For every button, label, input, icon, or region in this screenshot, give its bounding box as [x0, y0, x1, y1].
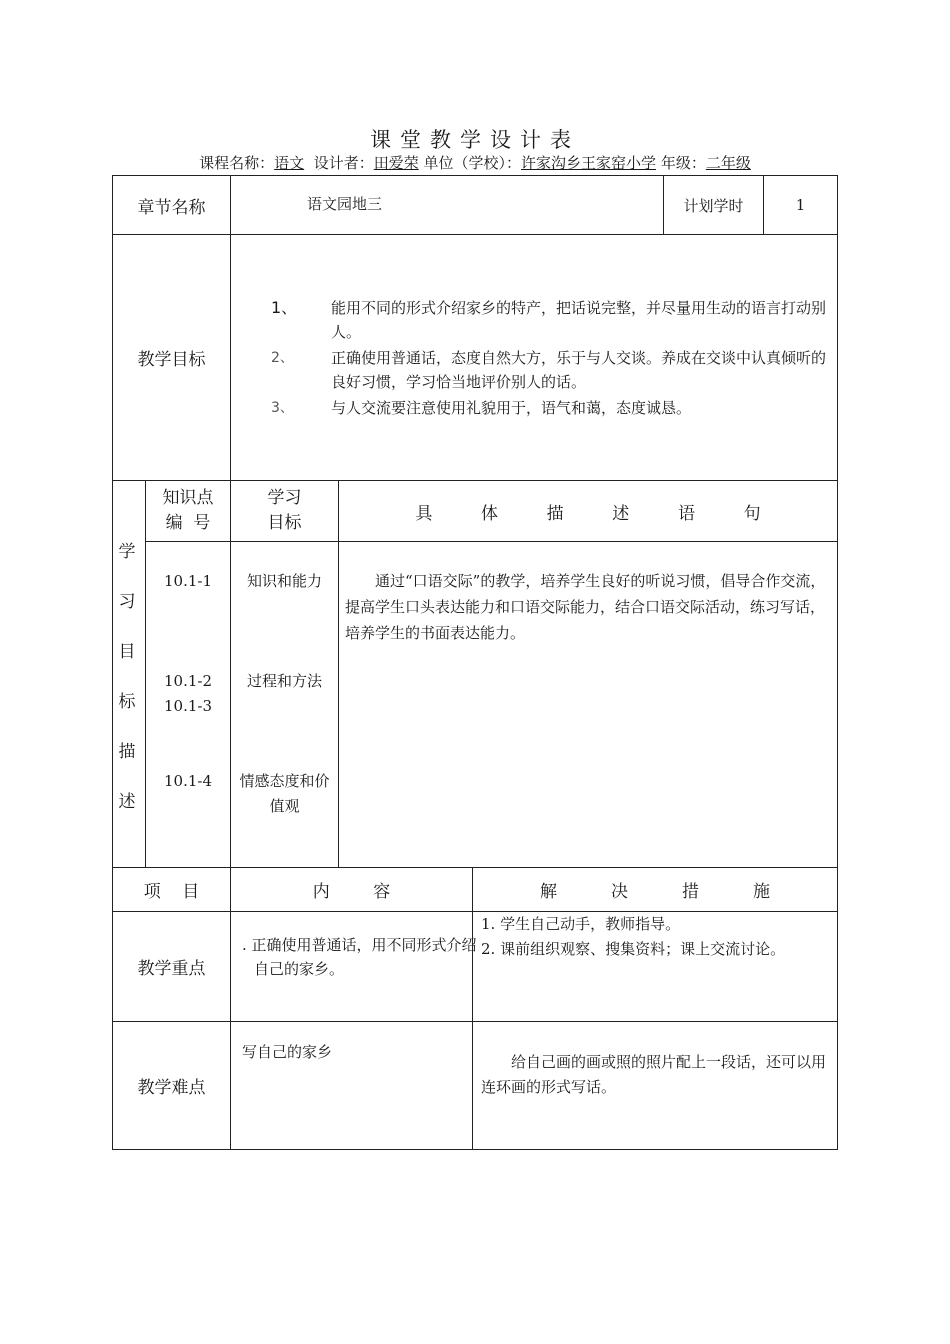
goal-text: 能用不同的形式介绍家乡的特产，把话说完整，并尽量用生动的语言打动别人。 [331, 299, 827, 341]
column-header-code: 知识点 编 号 [162, 488, 214, 533]
hours-value: 1 [795, 196, 806, 214]
grade-label: 年级： [660, 154, 706, 172]
hours-label: 计划学时 [683, 196, 744, 215]
learning-description: 通过“口语交际”的教学，培养学生良好的听说习惯，倡导合作交流，提高学生口头表达能力和口语交际能力，结合口语交际活动，练习写话，培养学生的书面表达能力。 [345, 572, 826, 642]
knowledge-code: 10.1-2 [163, 672, 212, 690]
column-header-content: 内 容 [312, 882, 391, 902]
grade-value: 二年级 [705, 154, 751, 172]
column-header-goal: 学习 目标 [267, 488, 302, 533]
column-header-item: 项 目 [143, 882, 200, 902]
key-point-solution-1: 1. 学生自己动手，教师指导。 [481, 915, 681, 933]
goals-label: 教学目标 [137, 350, 206, 370]
column-header-description: 具 体 描 述 语 句 [415, 503, 761, 524]
goal-number: 1、 [271, 298, 298, 317]
unit-value: 许家沟乡王家窑小学 [521, 154, 657, 172]
designer-label: 设计者： [313, 154, 374, 172]
goal-number: 2、 [271, 350, 294, 366]
knowledge-code: 10.1-3 [163, 697, 212, 715]
course-value: 语文 [274, 154, 305, 172]
goal-text: 与人交流要注意使用礼貌用于，语气和蔼，态度诚恳。 [331, 399, 692, 417]
course-label: 课程名称： [199, 154, 275, 172]
goal-number: 3、 [271, 400, 294, 416]
learning-goal: 情感态度和价值观 [239, 772, 330, 815]
difficult-point-solution: 给自己画的画或照的照片配上一段话，还可以用连环画的形式写话。 [481, 1053, 827, 1096]
page-title: 课堂教学设计表 [370, 128, 580, 152]
goal-text: 正确使用普通话，态度自然大方，乐于与人交谈。养成在交谈中认真倾听的良好习惯，学习恰当地评价别人的话。 [331, 349, 827, 391]
key-point-content: . 正确使用普通话，用不同形式介绍自己的家乡。 [242, 936, 477, 978]
designer-value: 田爱荣 [373, 154, 419, 172]
key-point-label: 教学重点 [137, 959, 206, 979]
chapter-value: 语文园地三 [307, 195, 383, 213]
key-point-solution-2: 2. 课前组织观察、搜集资料；课上交流讨论。 [481, 940, 786, 958]
learning-goal: 过程和方法 [246, 672, 322, 690]
column-header-solution: 解 决 措 施 [540, 882, 770, 902]
difficult-point-label: 教学难点 [137, 1078, 206, 1098]
learning-goal: 知识和能力 [246, 572, 322, 590]
knowledge-code: 10.1-4 [163, 772, 212, 790]
chapter-label: 章节名称 [137, 197, 206, 218]
knowledge-code: 10.1-1 [163, 572, 212, 590]
difficult-point-content: 写自己的家乡 [242, 1043, 333, 1061]
unit-label: 单位（学校）： [423, 154, 522, 172]
learning-side-label: 学 习 目 标 描 述 [118, 542, 136, 812]
meta-line [0, 152, 950, 173]
